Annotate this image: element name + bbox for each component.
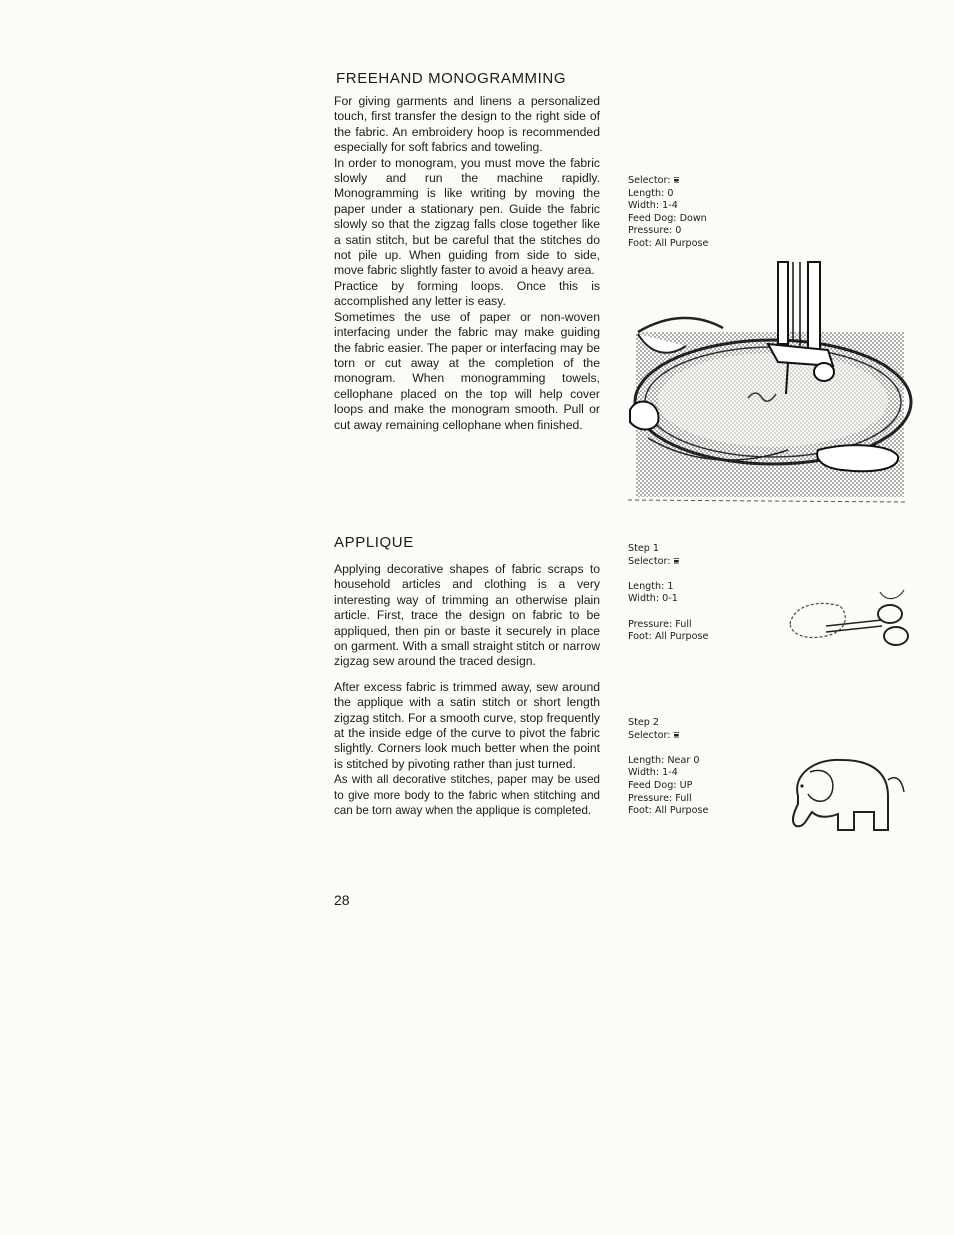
freehand-heading: FREEHAND MONOGRAMMING: [336, 70, 567, 87]
step2-foot: Foot: All Purpose: [628, 805, 709, 817]
step2-settings: [628, 717, 768, 818]
freehand-body: [334, 94, 600, 433]
setting-pressure: Pressure: 0: [628, 225, 682, 237]
step2-length: Length: Near 0: [628, 754, 700, 766]
applique-paragraph: As with all decorative stitches, paper may be used to give more body to the fabric when stitching and can be torn away when the applique is completed.: [334, 773, 600, 818]
freehand-paragraph: In order to monogram, you must move the fabric slowly and run the machine rapidly. Monogramming is like writing by moving the paper under a stationary pen. Guide the fabric slowly so that the zigzag falls close together like a satin stitch, but be careful that the stitches do not pile up. When guiding from side to side, move fabric slightly faster to avoid a heavy area.: [334, 155, 600, 278]
freehand-settings: [628, 175, 768, 251]
setting-foot: Foot: All Purpose: [628, 237, 709, 249]
setting-feed-dog: Feed Dog: Down: [628, 212, 707, 224]
step1-title: Step 1: [628, 543, 659, 554]
step2-feed-dog: Feed Dog: UP: [628, 779, 693, 791]
embroidery-hoop-illustration: [628, 262, 908, 506]
step1-pressure: Pressure: Full: [628, 618, 692, 630]
page-number: 28: [334, 892, 350, 908]
setting-selector: Selector: ⩸: [628, 175, 680, 186]
freehand-paragraph: Sometimes the use of paper or non-woven interfacing under the fabric may make guiding the fabric easier. The paper or interfacing may be torn or cut away at the completion of the monogram. When monogramming towels, cellophane placed on the top will help cover loops and make the monogram smooth. Pull or cut away remaining cellophane when finished.: [334, 309, 600, 432]
step1-settings: [628, 543, 768, 644]
applique-paragraph: Applying decorative shapes of fabric scraps to household articles and clothing is a very interesting way of trimming an otherwise plain article. First, trace the design on fabric to be appliqued, then pin or baste it securely in place on garment. With a small straight stitch or narrow zigzag sew around the traced design.: [334, 562, 600, 669]
step2-title: Step 2: [628, 717, 659, 728]
applique-body: [334, 562, 600, 819]
applique-paragraph: After excess fabric is trimmed away, sew around the applique with a satin stitch or short length zigzag stitch. For a smooth curve, stop frequently at the inside edge of the curve to pivot the fabric slightly. Corners look much better when the point is stitched by pivoting rather than just turned.: [334, 679, 600, 771]
applique-heading: APPLIQUE: [334, 534, 414, 551]
step1-selector: Selector: ⩸: [628, 555, 680, 567]
step2-pressure: Pressure: Full: [628, 792, 692, 804]
setting-width: Width: 1-4: [628, 200, 678, 212]
step1-length: Length: 1: [628, 580, 674, 592]
step1-width: Width: 0-1: [628, 593, 678, 605]
setting-length: Length: 0: [628, 187, 674, 199]
step1-foot: Foot: All Purpose: [628, 631, 709, 643]
freehand-paragraph: For giving garments and linens a personalized touch, first transfer the design to the right side of the fabric. An embroidery hoop is recommended especially for soft fabrics and toweling.: [334, 94, 600, 155]
freehand-paragraph: Practice by forming loops. Once this is accomplished any letter is easy.: [334, 278, 600, 309]
step2-selector: Selector: ⩸: [628, 729, 680, 741]
step2-width: Width: 1-4: [628, 767, 678, 779]
elephant-applique-illustration: [788, 756, 908, 836]
scissors-trimming-illustration: [786, 586, 912, 656]
